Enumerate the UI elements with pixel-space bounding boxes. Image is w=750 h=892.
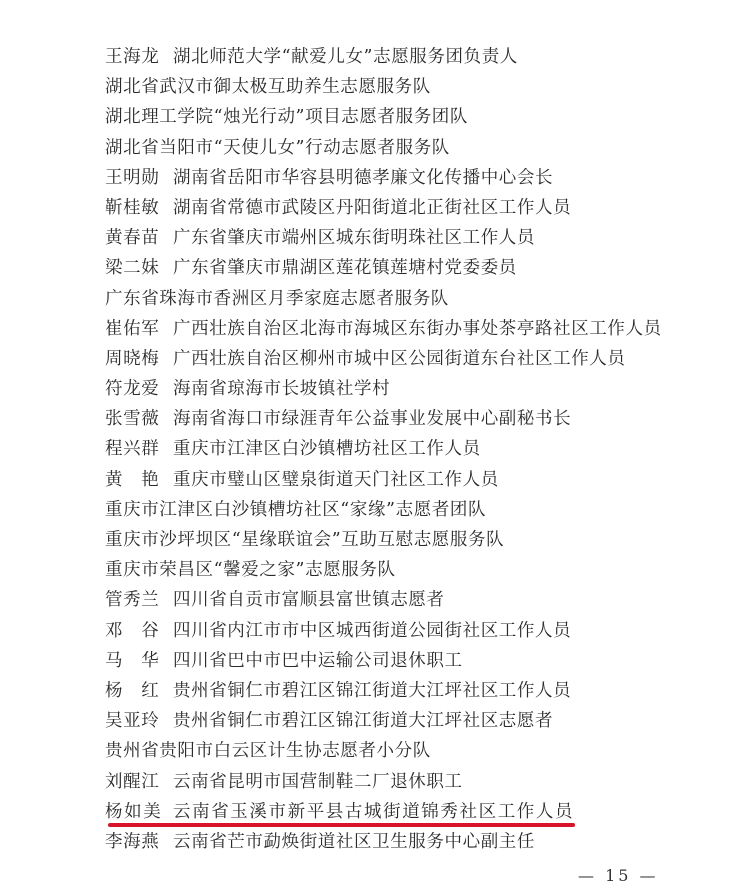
entry-name: 符龙爱 bbox=[105, 379, 160, 400]
entry-description: 海南省海口市绿涯青年公益事业发展中心副秘书长 bbox=[173, 409, 572, 430]
entry-description: 四川省自贡市富顺县富世镇志愿者 bbox=[173, 590, 445, 611]
entry-name: 管秀兰 bbox=[105, 590, 160, 611]
entry-description: 湖北师范大学“献爱儿女”志愿服务团负责人 bbox=[173, 47, 518, 67]
entry-description: 湖北省当阳市“天使儿女”行动志愿者服务队 bbox=[105, 137, 450, 158]
entry-name: 李海燕 bbox=[105, 831, 160, 852]
entry-description: 湖南省常德市武陵区丹阳街道北正街社区工作人员 bbox=[173, 197, 572, 218]
page-number: — 15 — bbox=[578, 866, 659, 885]
entry-description: 重庆市江津区白沙镇槽坊社区工作人员 bbox=[173, 439, 481, 460]
entry-name: 黄 艳 bbox=[105, 469, 160, 490]
list-item bbox=[105, 344, 662, 374]
entry-name: 吴亚玲 bbox=[105, 711, 160, 732]
entry-description: 贵州省铜仁市碧江区锦江街道大江坪社区志愿者 bbox=[173, 711, 554, 732]
list-item bbox=[105, 163, 662, 193]
entry-description: 广东省肇庆市鼎湖区莲花镇莲塘村党委委员 bbox=[173, 258, 517, 279]
entry-name: 梁二妹 bbox=[105, 258, 160, 279]
entry-name: 周晓梅 bbox=[105, 348, 160, 369]
entry-description: 广西壮族自治区北海市海城区东街办事处茶亭路社区工作人员 bbox=[173, 318, 662, 339]
list-item bbox=[105, 525, 662, 555]
list-item bbox=[105, 827, 662, 857]
entry-description: 广东省肇庆市端州区城东街明珠社区工作人员 bbox=[173, 228, 535, 249]
entry-name: 程兴群 bbox=[105, 439, 160, 460]
list-item bbox=[105, 616, 662, 646]
list-item bbox=[105, 223, 662, 253]
list-item bbox=[105, 284, 662, 314]
list-item bbox=[105, 314, 662, 344]
entry-name: 黄春苗 bbox=[105, 228, 160, 249]
entry-description: 湖南省岳阳市华容县明德孝廉文化传播中心会长 bbox=[173, 167, 554, 188]
entry-name: 张雪薇 bbox=[105, 409, 160, 430]
entry-name: 崔佑军 bbox=[105, 318, 160, 339]
entry-description: 湖北省武汉市御太极互助养生志愿服务队 bbox=[105, 77, 431, 98]
entry-description: 贵州省铜仁市碧江区锦江街道大江坪社区工作人员 bbox=[173, 680, 572, 701]
list-item bbox=[105, 133, 662, 163]
entry-description: 四川省内江市市中区城西街道公园街社区工作人员 bbox=[173, 620, 572, 641]
entry-name: 刘醒江 bbox=[105, 771, 160, 792]
list-item bbox=[105, 374, 662, 404]
entry-description: 四川省巴中市巴中运输公司退休职工 bbox=[173, 650, 463, 671]
entry-name: 马 华 bbox=[105, 650, 160, 671]
list-item bbox=[105, 465, 662, 495]
entry-name: 王海龙 bbox=[105, 47, 160, 67]
list-item bbox=[105, 253, 662, 283]
entry-description: 广东省珠海市香洲区月季家庭志愿者服务队 bbox=[105, 288, 449, 309]
entry-description: 云南省昆明市国营制鞋二厂退休职工 bbox=[173, 771, 463, 792]
entry-name: 邓 谷 bbox=[105, 620, 160, 641]
entry-name: 杨如美 bbox=[105, 801, 163, 822]
list-item bbox=[105, 102, 662, 132]
honoree-list bbox=[105, 42, 662, 857]
list-item bbox=[105, 404, 662, 434]
list-item bbox=[105, 767, 662, 797]
list-item bbox=[105, 72, 662, 102]
list-item bbox=[105, 193, 662, 223]
red-underline-marker bbox=[108, 823, 575, 827]
list-item bbox=[105, 42, 662, 72]
list-item bbox=[105, 706, 662, 736]
list-item bbox=[105, 495, 662, 525]
entry-description: 重庆市沙坪坝区“星缘联谊会”互助互慰志愿服务队 bbox=[105, 530, 505, 550]
entry-description: 贵州省贵阳市白云区计生协志愿者小分队 bbox=[105, 741, 431, 762]
entry-description: 云南省玉溪市新平县古城街道锦秀社区工作人员 bbox=[173, 801, 575, 822]
entry-description: 云南省芒市勐焕街道社区卫生服务中心副主任 bbox=[173, 831, 535, 852]
entry-description: 湖北理工学院“烛光行动”项目志愿者服务团队 bbox=[105, 107, 468, 128]
list-item bbox=[105, 585, 662, 615]
entry-name: 王明勋 bbox=[105, 167, 160, 188]
entry-description: 重庆市江津区白沙镇槽坊社区“家缘”志愿者团队 bbox=[105, 499, 487, 520]
list-item bbox=[105, 676, 662, 706]
entry-description: 广西壮族自治区柳州市城中区公园街道东台社区工作人员 bbox=[173, 348, 626, 369]
entry-name: 靳桂敏 bbox=[105, 197, 160, 218]
entry-description: 重庆市璧山区璧泉街道天门社区工作人员 bbox=[173, 469, 499, 490]
entry-description: 重庆市荣昌区“馨爱之家”志愿服务队 bbox=[105, 560, 396, 581]
list-item bbox=[105, 736, 662, 766]
list-item bbox=[105, 555, 662, 585]
entry-description: 海南省琼海市长坡镇社学村 bbox=[173, 379, 391, 400]
list-item bbox=[105, 646, 662, 676]
entry-name: 杨 红 bbox=[105, 680, 160, 701]
list-item bbox=[105, 434, 662, 464]
